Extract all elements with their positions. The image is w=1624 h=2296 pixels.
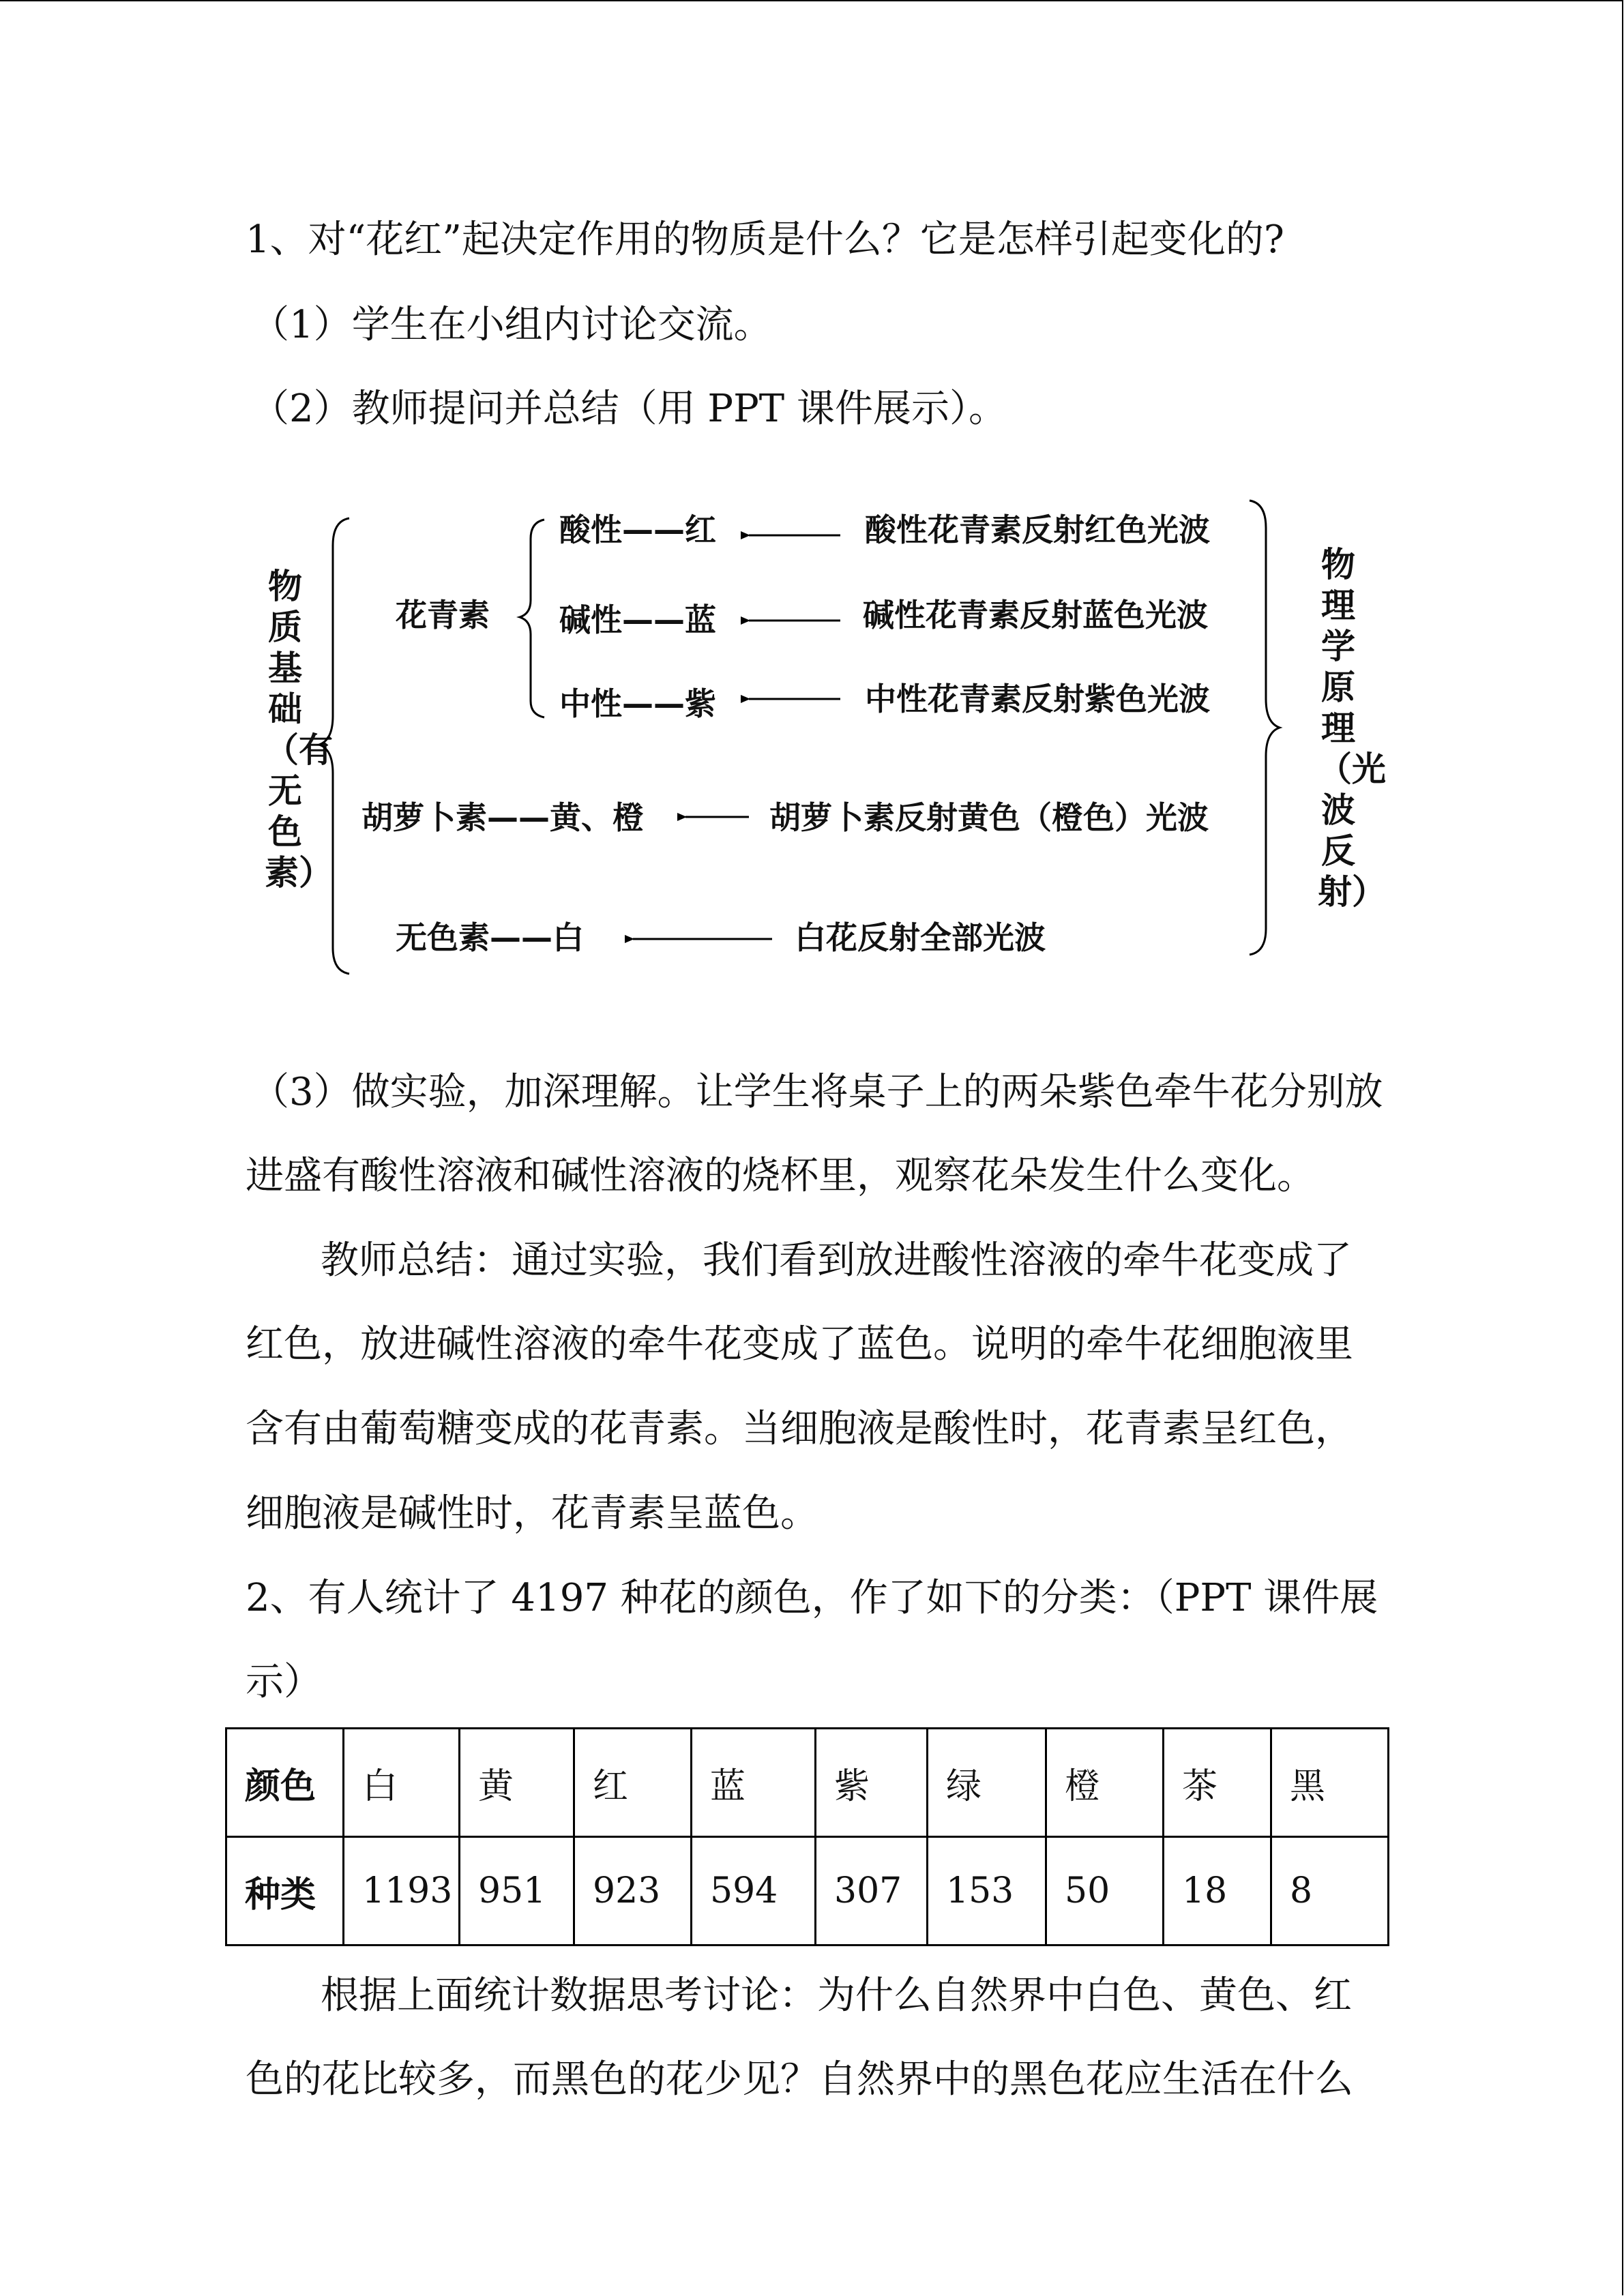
acid-reason: 酸性花青素反射红色光波 xyxy=(865,511,1210,548)
table-row-colors xyxy=(226,1729,1389,1837)
neutral-reason: 中性花青素反射紫色光波 xyxy=(865,681,1210,717)
anthocyanin-label: 花青素 xyxy=(396,597,490,633)
inner-brace xyxy=(520,520,544,717)
alkaline-label: 碱性——蓝 xyxy=(559,601,716,638)
flower-color-table xyxy=(225,1727,1389,1946)
no-pigment-reason: 白花反射全部光波 xyxy=(795,919,1046,956)
table-cell-count: 18 xyxy=(1164,1837,1271,1945)
table-cell-color: 茶 xyxy=(1164,1729,1271,1837)
table-cell-color: 紫 xyxy=(816,1729,928,1837)
carotene-label: 胡萝卜素——黄、橙 xyxy=(361,799,644,836)
discussion-line1: 根据上面统计数据思考讨论：为什么自然界中白色、黄色、红 xyxy=(321,1973,1352,2018)
step3-line2: 进盛有酸性溶液和碱性溶液的烧杯里，观察花朵发生什么变化。 xyxy=(246,1154,1315,1198)
table-cell-count: 951 xyxy=(460,1837,574,1945)
question2-line2: 示） xyxy=(246,1660,322,1704)
acid-label: 酸性——红 xyxy=(559,511,716,548)
summary-line4: 细胞液是碱性时，花青素呈蓝色。 xyxy=(246,1491,818,1536)
step3-line1: （3）做实验，加深理解。让学生将桌子上的两朵紫色牵牛花分别放 xyxy=(251,1070,1383,1114)
question1-title: 1、对“花红”起决定作用的物质是什么？它是怎样引起变化的? xyxy=(246,218,1284,262)
no-pigment-label: 无色素——白 xyxy=(396,919,584,956)
neutral-label: 中性——紫 xyxy=(559,685,716,722)
table-cell-count: 923 xyxy=(574,1837,692,1945)
summary-line2: 红色，放进碱性溶液的牵牛花变成了蓝色。说明的牵牛花细胞液里 xyxy=(246,1322,1353,1367)
summary-line3: 含有由葡萄糖变成的花青素。当细胞液是酸性时，花青素呈红色， xyxy=(246,1407,1353,1451)
diagram-left-label: 物质基础（有无色素） xyxy=(265,567,333,893)
table-cell-color: 白 xyxy=(344,1729,460,1837)
table-cell-color: 红 xyxy=(574,1729,692,1837)
table-cell-count: 50 xyxy=(1046,1837,1164,1945)
table-cell-count: 594 xyxy=(692,1837,816,1945)
table-cell-color: 黑 xyxy=(1271,1729,1389,1837)
question1-step2: （2）教师提问并总结（用 PPT 课件展示）。 xyxy=(251,387,1007,431)
question2-line1: 2、有人统计了 4197 种花的颜色，作了如下的分类：（PPT 课件展 xyxy=(246,1576,1378,1620)
table-cell-color: 橙 xyxy=(1046,1729,1164,1837)
right-brace xyxy=(1250,501,1280,955)
alkaline-reason: 碱性花青素反射蓝色光波 xyxy=(863,597,1208,633)
table-header-count: 种类 xyxy=(226,1837,344,1945)
table-header-color: 颜色 xyxy=(226,1729,344,1837)
question1-step1: （1）学生在小组内讨论交流。 xyxy=(251,303,772,347)
summary-line1: 教师总结：通过实验，我们看到放进酸性溶液的牵牛花变成了 xyxy=(321,1238,1352,1283)
diagram-right-label: 物理学原理（光波反射） xyxy=(1318,545,1386,912)
table-cell-color: 黄 xyxy=(460,1729,574,1837)
table-cell-count: 8 xyxy=(1271,1837,1389,1945)
discussion-line2: 色的花比较多，而黑色的花少见？自然界中的黑色花应生活在什么 xyxy=(246,2057,1353,2102)
carotene-reason: 胡萝卜素反射黄色（橙色）光波 xyxy=(769,799,1209,836)
table-cell-count: 307 xyxy=(816,1837,928,1945)
table-cell-count: 153 xyxy=(928,1837,1046,1945)
left-brace xyxy=(319,518,349,974)
table-cell-color: 绿 xyxy=(928,1729,1046,1837)
table-cell-color: 蓝 xyxy=(692,1729,816,1837)
table-cell-count: 1193 xyxy=(344,1837,460,1945)
table-row-counts xyxy=(226,1837,1389,1945)
diagram-graphics xyxy=(0,0,1624,1023)
